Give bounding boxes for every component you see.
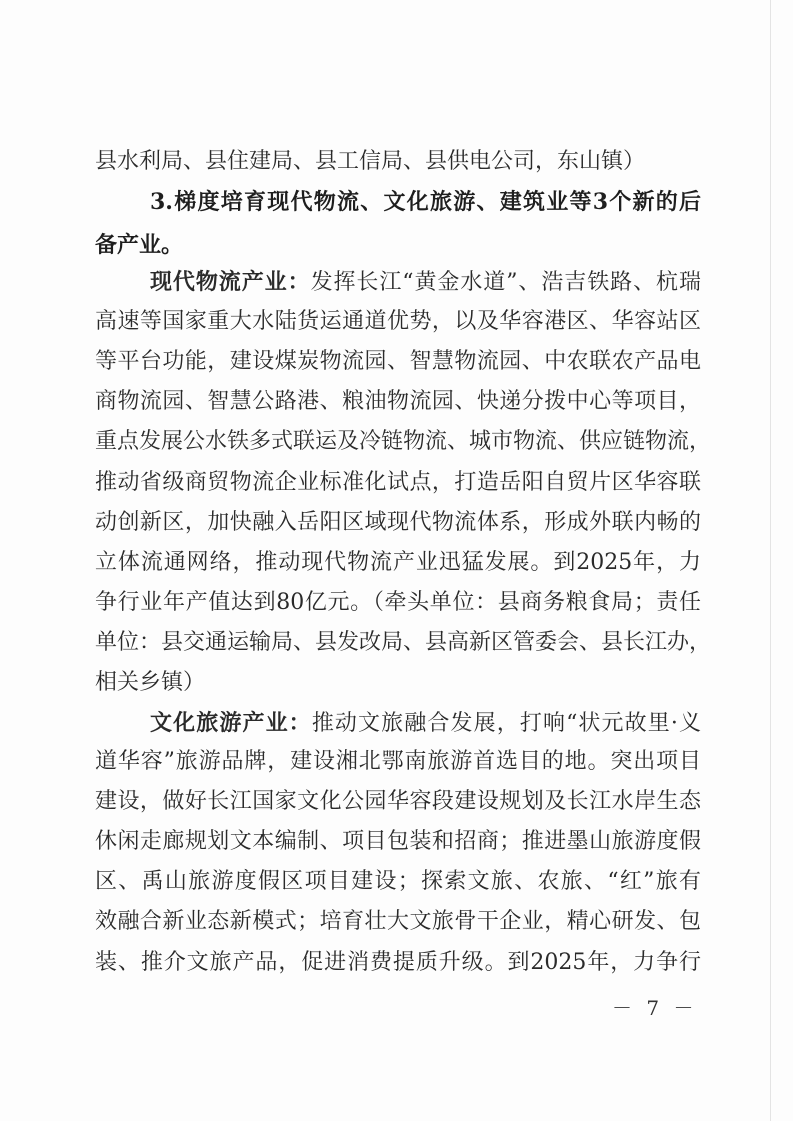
text-line: 相关乡镇）: [95, 670, 206, 695]
lead-tourism: 文化旅游产业：: [150, 710, 312, 736]
text-line: 争行业年产值达到80亿元。（牵头单位：县商务粮食局；责任: [95, 590, 701, 615]
section-heading-cont: 备产业。: [95, 232, 184, 258]
text-line: 区、禹山旅游度假区项目建设；探索文旅、农旅、“红”旅有: [95, 869, 701, 894]
paragraph-tourism-first-line: [150, 708, 701, 738]
text: 发挥长江“黄金水道”、浩吉铁路、杭瑞: [310, 270, 701, 295]
lead-logistics: 现代物流产业：: [150, 269, 311, 295]
section-heading: 3.梯度培育现代物流、文化旅游、建筑业等3个新的后: [150, 189, 701, 215]
text-line: 推动省级商贸物流企业标准化试点，打造岳阳自贸片区华容联: [95, 470, 701, 495]
paragraph-logistics-first-line: [150, 267, 701, 297]
text-line: 道华容”旅游品牌，建设湘北鄂南旅游首选目的地。突出项目: [95, 749, 701, 774]
text-line: 商物流园、智慧公路港、粮油物流园、快递分拨中心等项目，: [95, 389, 701, 414]
text-line: 效融合新业态新模式；培育壮大文旅骨干企业，精心研发、包: [95, 909, 701, 934]
text-line: 建设，做好长江国家文化公园华容段建设规划及长江水岸生态: [95, 789, 701, 814]
text-line: 等平台功能，建设煤炭物流园、智慧物流园、中农联农产品电: [95, 349, 701, 374]
text-line: 单位：县交通运输局、县发改局、县高新区管委会、县长江办，: [95, 630, 712, 655]
page-number: － 7 －: [612, 996, 698, 1020]
text-line: 高速等国家重大水陆货运通道优势，以及华容港区、华容站区: [95, 309, 701, 334]
page-edge: [770, 0, 771, 1121]
text-line: 休闲走廊规划文本编制、项目包装和招商；推进墨山旅游度假: [95, 829, 701, 854]
text-line: 县水利局、县住建局、县工信局、县供电公司，东山镇）: [95, 149, 646, 174]
text-line: 重点发展公水铁多式联运及冷链物流、城市物流、供应链物流，: [95, 429, 712, 454]
text-line: 装、推介文旅产品，促进消费提质升级。到2025年，力争行: [95, 950, 701, 975]
text-line: 立体流通网络，推动现代物流产业迅猛发展。到2025年，力: [95, 550, 701, 575]
text: 推动文旅融合发展，打响“状元故里·义: [311, 711, 701, 736]
text-line: 动创新区，加快融入岳阳区域现代物流体系，形成外联内畅的: [95, 510, 701, 535]
